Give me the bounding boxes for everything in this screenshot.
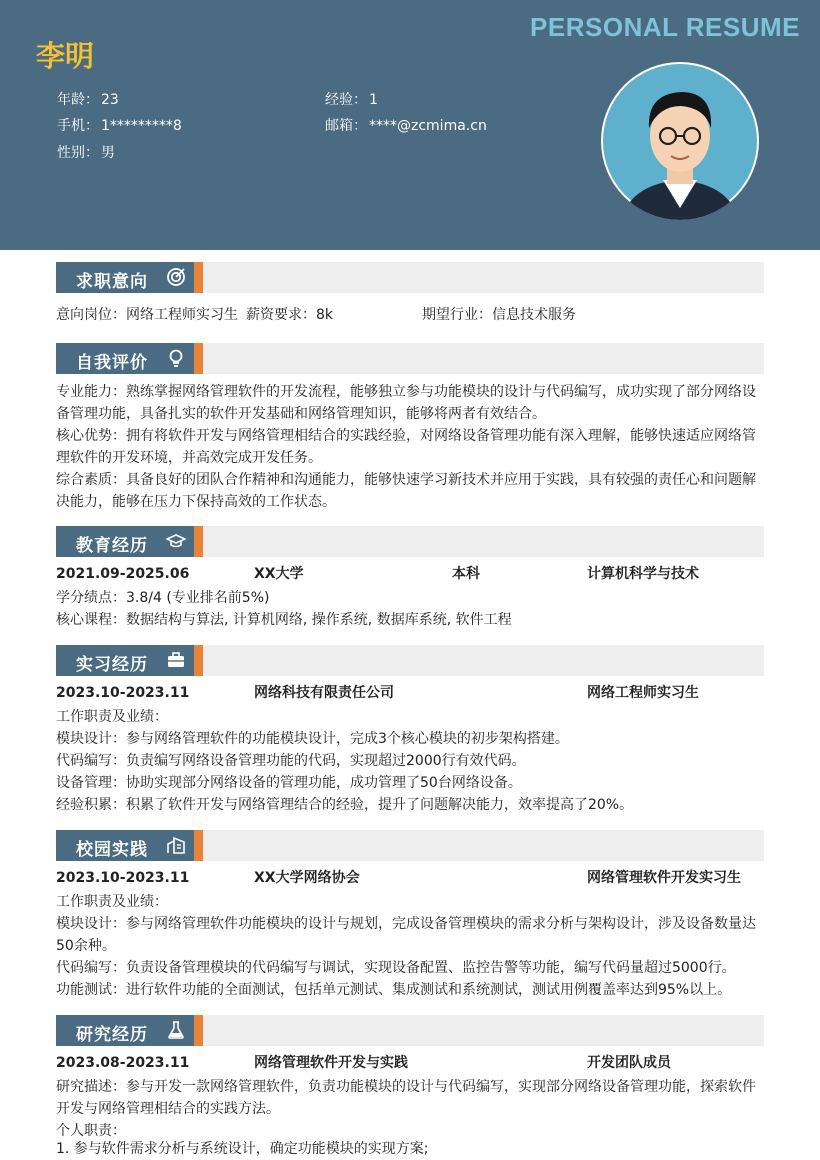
phone-row [57,115,182,135]
campus-role: 网络管理软件开发实习生 [587,870,741,886]
research-line-1b: 开发与网络管理相结合的实践方法。 [56,1101,280,1117]
gender-label: 性别： [57,145,99,161]
education-degree: 本科 [452,566,480,582]
internship-line-4: 设备管理：协助实现部分网络设备的管理功能，成功管理了50台网络设备。 [56,775,522,791]
age-label: 年龄： [57,92,99,108]
experience-label: 经验： [325,92,367,108]
section-title-campus: 校园实践 [76,840,148,860]
campus-line-2b: 50余种。 [56,938,116,954]
self-p3a: 综合素质：具备良好的团队合作精神和沟通能力，能够快速学习新技术并应用于实践，具有较强的责任心和问题解 [56,472,756,488]
resume-banner: PERSONAL RESUME [530,12,800,42]
education-major: 计算机科学与技术 [587,566,699,582]
internship-role: 网络工程师实习生 [587,685,699,701]
campus-line-2a: 模块设计：参与网络管理软件功能模块的设计与规划，完成设备管理模块的需求分析与架构设计，涉及设备数量达 [56,916,756,932]
section-title-self: 自我评价 [76,353,148,373]
email-row [325,115,487,135]
section-self [56,343,764,374]
graduation-cap-icon [166,531,186,551]
experience-row [325,89,378,109]
internship-company: 网络科技有限责任公司 [254,685,394,701]
education-date: 2021.09-2025.06 [56,566,190,582]
flask-icon [166,1020,186,1040]
campus-line-3: 代码编写：负责设备管理模块的代码编写与调试，实现设备配置、监控告警等功能，编写代码量超过5000行。 [56,960,736,976]
section-research [56,1015,764,1046]
section-title-research: 研究经历 [76,1025,148,1045]
self-p2a: 核心优势：拥有将软件开发与网络管理相结合的实践经验，对网络设备管理功能有深入理解，能够快速适应网络管 [56,428,756,444]
section-education [56,526,764,557]
internship-line-5: 经验积累：积累了软件开发与网络管理结合的经验，提升了问题解决能力，效率提高了20%。 [56,797,634,813]
briefcase-icon [166,650,186,670]
internship-line-3: 代码编写：负责编写网络设备管理功能的代码，实现超过2000行有效代码。 [56,753,526,769]
building-icon [166,835,186,855]
research-line-2: 个人职责： [56,1123,126,1139]
section-title-internship: 实习经历 [76,655,148,675]
education-courses: 核心课程：数据结构与算法, 计算机网络, 操作系统, 数据库系统, 软件工程 [56,612,512,628]
section-campus [56,830,764,861]
campus-line-4: 功能测试：进行软件功能的全面测试，包括单元测试、集成测试和系统测试，测试用例覆盖率达到95%以上。 [56,982,732,998]
education-school: XX大学 [254,566,304,582]
gender-value: 男 [101,145,115,161]
research-date: 2023.08-2023.11 [56,1055,190,1071]
section-internship [56,645,764,676]
resume-header [0,0,820,250]
education-gpa: 学分绩点：3.8/4 (专业排名前5%) [56,590,270,606]
age-row [57,89,119,109]
self-p1a: 专业能力：熟练掌握网络管理软件的开发流程，能够独立参与功能模块的设计与代码编写，成功实现了部分网络设 [56,384,756,400]
gender-row [57,142,115,162]
phone-value: 1*********8 [101,118,182,134]
intent-salary: 薪资要求：8k [246,307,334,323]
campus-date: 2023.10-2023.11 [56,870,190,886]
campus-org: XX大学网络协会 [254,870,360,886]
internship-date: 2023.10-2023.11 [56,685,190,701]
section-title-intent: 求职意向 [76,272,148,292]
candidate-name: 李明 [36,39,95,73]
self-p3b: 决能力，能够在压力下保持高效的工作状态。 [56,494,336,510]
internship-line-1: 工作职责及业绩： [56,709,168,725]
self-p1b: 备管理功能，具备扎实的软件开发基础和网络管理知识，能够将两者有效结合。 [56,406,546,422]
email-value: ****@zcmima.cn [369,118,487,134]
email-label: 邮箱： [325,118,367,134]
intent-position: 意向岗位：网络工程师实习生 [56,307,238,323]
research-line-3: 1. 参与软件需求分析与系统设计，确定功能模块的实现方案; [56,1141,429,1157]
age-value: 23 [101,92,119,108]
section-title-education: 教育经历 [76,536,148,556]
research-line-1a: 研究描述：参与开发一款网络管理软件，负责功能模块的设计与代码编写，实现部分网络设备管理功能，探索软件 [56,1079,756,1095]
internship-line-2: 模块设计：参与网络管理软件的功能模块设计，完成3个核心模块的初步架构搭建。 [56,731,569,747]
intent-industry: 期望行业：信息技术服务 [422,307,576,323]
target-icon [166,267,186,287]
campus-line-1: 工作职责及业绩： [56,894,168,910]
experience-value: 1 [369,92,378,108]
research-project: 网络管理软件开发与实践 [254,1055,408,1071]
phone-label: 手机： [57,118,99,134]
profile-photo [601,62,759,220]
section-intent [56,262,764,293]
research-role: 开发团队成员 [587,1055,671,1071]
self-p2b: 理软件的开发环境，并高效完成开发任务。 [56,450,322,466]
lightbulb-icon [166,348,186,368]
